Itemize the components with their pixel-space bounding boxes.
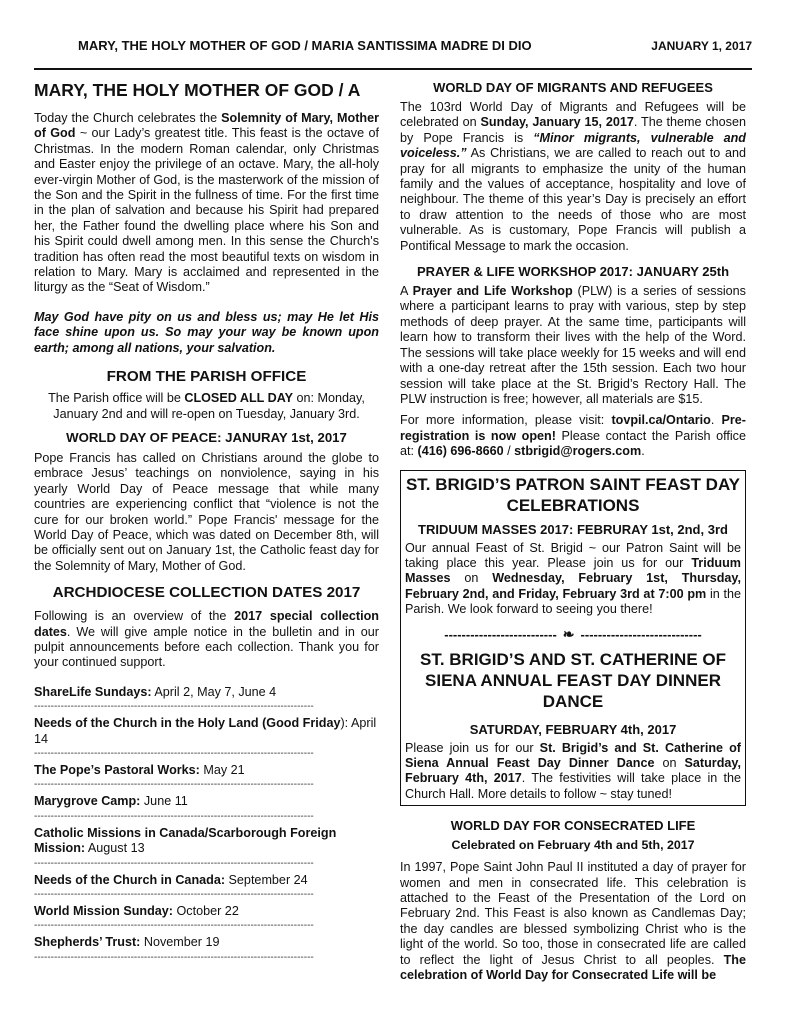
feast-day-box: [400, 470, 746, 807]
list-item: World Mission Sunday: October 22: [34, 904, 239, 919]
collection-heading: ARCHDIOCESE COLLECTION DATES 2017: [52, 584, 361, 602]
triduum-text: Our annual Feast of St. Brigid ~ our Patron Saint will be taking place this year. Please join us for our Triduum Masses on Wednesday, February 1st, Thursday, February 2nd, and Friday, February 3rd at 7:00 pm in the Parish. We look forward to seeing you there!: [405, 540, 742, 617]
parish-office-text: The Parish office will be CLOSED ALL DAY on: Monday, January 2nd and will re-open on Tuesday, January 3rd.: [48, 391, 365, 421]
plw-heading: PRAYER & LIFE WORKSHOP 2017: JANUARY 25th: [416, 264, 730, 280]
header-rule: [34, 68, 752, 70]
dash-divider: ------------------------------------------------------------------------------------: [34, 750, 314, 758]
dash-divider: ------------------------------------------------------------------------------------: [34, 922, 314, 931]
dash-divider: ------------------------------------------------------------------------------------: [34, 953, 314, 962]
dinner-date: SATURDAY, FEBRUARY 4th, 2017: [469, 721, 677, 737]
consecrated-subheading: Celebrated on February 4th and 5th, 2017: [451, 838, 695, 853]
right-column: [400, 74, 746, 983]
dash-divider: ------------------------------------------------------------------------------------: [34, 703, 314, 712]
consecrated-heading: WORLD DAY FOR CONSECRATED LIFE: [450, 818, 696, 834]
intro-paragraph: Today the Church celebrates the Solemnity of Mary, Mother of God ~ our Lady’s greatest title. This feast is the octave of Christmas. In the modern Roman calendar, only Christmas and Easter enjoy the privilege of an octave. Mary, the all-holy ever-virgin Mother of God, is the masterwork of the mission of the Son and the Spirit in the fullness of time. For the first time in the plan of salvation and because his Spirit had prepared her, the Father found the dwelling place where his Son and his Spirit could dwell among men. In this sense the Church's tradition has often read the most beautiful texts on wisdom in relation to Mary. Mary is acclaimed and represented in the liturgy as the “Seat of Wisdom.”: [34, 111, 379, 295]
migrants-text: The 103rd World Day of Migrants and Refugees will be celebrated on Sunday, January 15, 2017. The theme chosen by Pope Francis is “Minor migrants, vulnerable and voiceless.” As Christians, we are called to reach out to and pray for all migrants to emphasize the unity of the human family and the values of acceptance, hospitality and love of neighbour. The theme of this year’s Day is precisely an effort to draw attention to the needs of those who are most vulnerable. As is customary, Pope Francis will publish a Pontifical Message to mark the occasion.: [400, 100, 747, 253]
page-header: [34, 34, 752, 58]
ornament-icon: ❧: [562, 625, 575, 642]
parish-office-heading: FROM THE PARISH OFFICE: [106, 368, 307, 386]
triduum-heading: TRIDUUM MASSES 2017: FEBRURAY 1st, 2nd, 3rd: [418, 521, 728, 537]
collection-list: [34, 683, 379, 962]
list-item: Needs of the Church in the Holy Land (Good Friday): April 14: [34, 716, 377, 746]
ornament-divider: -------------------------- ❧ ----------------------------: [444, 625, 702, 642]
scripture-quote: May God have pity on us and bless us; may He let His face shine upon us. So may your way be known upon earth; among all nations, your salvation.: [34, 309, 379, 355]
list-item: The Pope’s Pastoral Works: May 21: [34, 763, 245, 777]
dash-divider: ------------------------------------------------------------------------------------: [34, 859, 314, 868]
list-item: Marygrove Camp: June 11: [34, 794, 188, 809]
peace-heading: WORLD DAY OF PEACE: JANURAY 1st, 2017: [66, 429, 347, 445]
collection-intro: Following is an overview of the 2017 special collection dates. We will give ample notice in the bulletin and in our pulpit announcements before each collection. Thank you for your continued support.: [34, 609, 379, 670]
consecrated-text: In 1997, Pope Saint John Paul II instituted a day of prayer for women and men in consecrated life. This celebration is attached to the Feast of the Presentation of the Lord on February 2nd. This Feast is also known as Candlemas Day; the day candles are blessed symbolizing Christ who is the light of the world. So too, those in consecrated life are called to reflect the light of Jesus Christ to all peoples. The celebration of World Day for Consecrated Life will be: [400, 860, 746, 983]
plw-link[interactable]: tovpil.ca/Ontario: [611, 413, 711, 428]
feast-day-title: ST. BRIGID’S PATRON SAINT FEAST DAY CELEBRATIONS: [405, 474, 741, 515]
dash-divider: ------------------------------------------------------------------------------------: [34, 812, 314, 821]
header-date: JANUARY 1, 2017: [651, 39, 752, 53]
migrants-heading: WORLD DAY OF MIGRANTS AND REFUGEES: [433, 80, 713, 95]
plw-text: A Prayer and Life Workshop (PLW) is a series of sessions where a participant learns to pray with various, step by step methods of deep prayer. At the same time, participants will learn how to transform their lives with the help of the Word. The sessions will take place weekly for 15 weeks and will end with a one-day retreat after the 15th session. Each two hour session will take place at the St. Brigid’s Rectory Hall. The PLW instruction is free; however, all materials are $15.: [400, 284, 746, 406]
list-item: ShareLife Sundays: April 2, May 7, June 4: [34, 684, 277, 699]
list-item: Needs of the Church in Canada: September 24: [34, 872, 308, 887]
dash-divider: ------------------------------------------------------------------------------------: [34, 891, 314, 900]
dash-divider: ------------------------------------------------------------------------------------: [34, 781, 314, 790]
main-title: MARY, THE HOLY MOTHER OF GOD / A: [34, 80, 361, 100]
peace-text: Pope Francis has called on Christians around the globe to embrace Jesus’ teachings on nonviolence, saying in his yearly World Day of Peace message that while many countries are experiencing conflict that “violence is not the cure for our broken world.” Pope Francis' message for the World Day of Peace, which was dated on December 8th, will be officially sent out on January 1st, the Catholic feast day for the Solemnity of Mary, Mother of God.: [34, 450, 379, 573]
left-column: [34, 74, 379, 965]
list-item: Catholic Missions in Canada/Scarborough Foreign Mission: August 13: [34, 825, 337, 856]
list-item: Shepherds’ Trust: November 19: [34, 935, 220, 950]
email-link[interactable]: stbrigid@rogers.com: [514, 444, 642, 459]
plw-info: For more information, please visit: tovpil.ca/Ontario. Pre-registration is now open! Please contact the Parish office at: (416) 696-8660 / stbrigid@rogers.com.: [400, 413, 746, 459]
dinner-text: Please join us for our St. Brigid’s and St. Catherine of Siena Annual Feast Day Dinner Dance on Saturday, February 4th, 2017. The festivities will take place in the Church Hall. More details to follow ~ stay tuned!: [405, 740, 741, 801]
header-title: MARY, THE HOLY MOTHER OF GOD / MARIA SANTISSIMA MADRE DI DIO: [78, 38, 532, 53]
dinner-dance-title: ST. BRIGID’S AND ST. CATHERINE OF SIENA ANNUAL FEAST DAY DINNER DANCE: [419, 649, 727, 711]
